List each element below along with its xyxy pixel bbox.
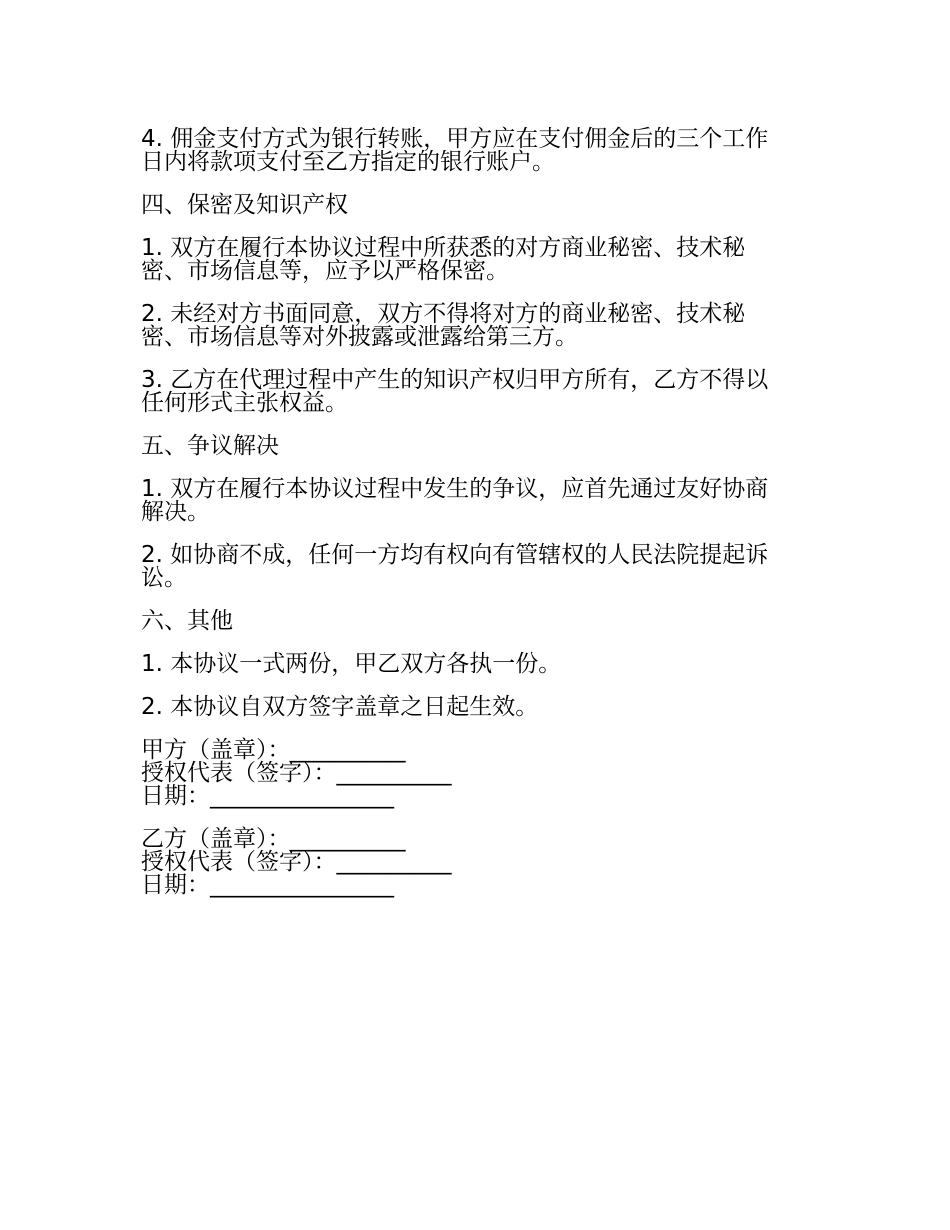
signature-block-party-b <box>141 828 791 897</box>
clause-4-payment-method: 4. 佣金支付方式为银行转账，甲方应在支付佣金后的三个工作日内将款项支付至乙方指定的银行账户。 <box>141 126 769 175</box>
section-heading-confidentiality: 四、保密及知识产权 <box>141 192 348 218</box>
signature-block-party-a <box>141 739 791 808</box>
party-b-representative-line: 授权代表（签字）：__________ <box>141 849 452 875</box>
section-heading-other: 六、其他 <box>141 608 233 634</box>
party-a-representative-line: 授权代表（签字）：__________ <box>141 760 452 786</box>
clause-other-2: 2. 本协议自双方签字盖章之日起生效。 <box>141 694 539 720</box>
clause-dispute-2: 2. 如协商不成，任何一方均有权向有管辖权的人民法院提起诉讼。 <box>141 542 769 591</box>
section-heading-dispute: 五、争议解决 <box>141 433 279 459</box>
party-a-date-line: 日期：________________ <box>141 783 394 809</box>
clause-dispute-1: 1. 双方在履行本协议过程中发生的争议，应首先通过友好协商解决。 <box>141 476 769 525</box>
clause-confidentiality-1: 1. 双方在履行本协议过程中所获悉的对方商业秘密、技术秘密、市场信息等，应予以严格保密。 <box>141 235 746 284</box>
party-b-seal-line: 乙方（盖章）：__________ <box>141 826 406 852</box>
clause-other-1: 1. 本协议一式两份，甲乙双方各执一份。 <box>141 651 562 677</box>
clause-confidentiality-2: 2. 未经对方书面同意，双方不得将对方的商业秘密、技术秘密、市场信息等对外披露或泄露给第三方。 <box>141 301 746 350</box>
party-a-seal-line: 甲方（盖章）：__________ <box>141 737 406 763</box>
party-b-date-line: 日期：________________ <box>141 872 394 898</box>
clause-ip-3: 3. 乙方在代理过程中产生的知识产权归甲方所有，乙方不得以任何形式主张权益。 <box>141 367 769 416</box>
document-page <box>141 128 791 917</box>
